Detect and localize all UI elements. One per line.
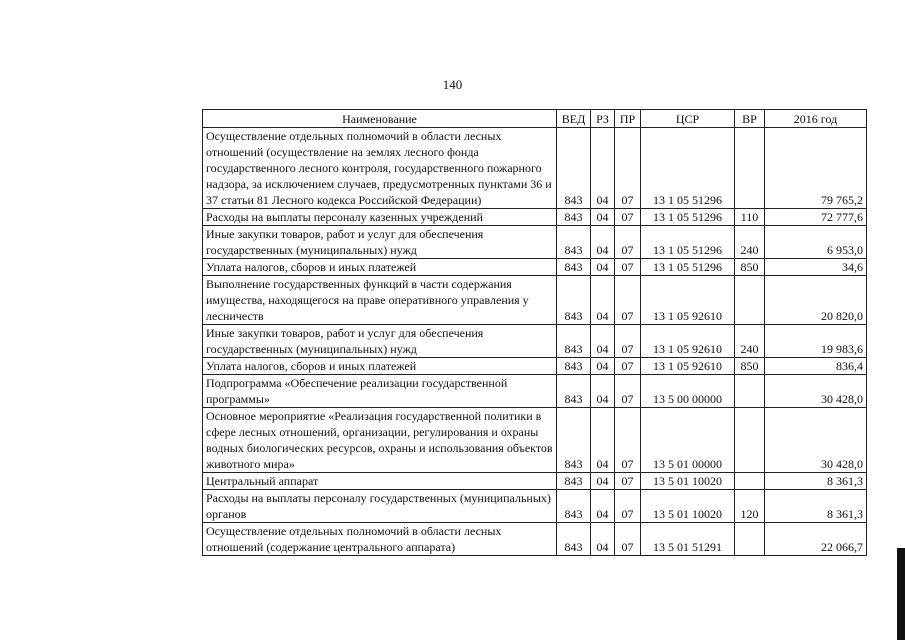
table-row [203,259,867,276]
cell-ved: 843 [557,325,591,358]
cell-vr: 110 [735,209,765,226]
cell-pr: 07 [615,325,641,358]
cell-rz: 04 [591,325,615,358]
table-row [203,523,867,556]
cell-csr: 13 5 01 10020 [641,490,735,523]
cell-rz: 04 [591,276,615,325]
cell-csr: 13 1 05 51296 [641,128,735,209]
cell-pr: 07 [615,358,641,375]
table-row [203,226,867,259]
cell-amount: 72 777,6 [765,209,867,226]
table-header-row [203,110,867,128]
cell-vr [735,408,765,473]
cell-rz: 04 [591,259,615,276]
cell-amount: 19 983,6 [765,325,867,358]
cell-csr: 13 5 00 00000 [641,375,735,408]
table-row [203,408,867,473]
cell-amount: 20 820,0 [765,276,867,325]
cell-ved: 843 [557,209,591,226]
cell-rz: 04 [591,473,615,490]
cell-ved: 843 [557,226,591,259]
cell-ved: 843 [557,128,591,209]
cell-csr: 13 1 05 92610 [641,358,735,375]
cell-name: Центральный аппарат [203,473,557,490]
cell-ved: 843 [557,490,591,523]
cell-csr: 13 1 05 51296 [641,226,735,259]
cell-pr: 07 [615,128,641,209]
cell-rz: 04 [591,209,615,226]
cell-csr: 13 1 05 51296 [641,259,735,276]
cell-ved: 843 [557,276,591,325]
cell-amount: 22 066,7 [765,523,867,556]
cell-vr [735,276,765,325]
cell-ved: 843 [557,375,591,408]
table-row [203,325,867,358]
header-pr: ПР [615,110,641,128]
header-ved: ВЕД [557,110,591,128]
cell-pr: 07 [615,226,641,259]
table-row [203,276,867,325]
cell-pr: 07 [615,408,641,473]
cell-rz: 04 [591,375,615,408]
cell-amount: 6 953,0 [765,226,867,259]
cell-name: Выполнение государственных функций в части содержания имущества, находящегося на праве оперативного управления у лесничеств [203,276,557,325]
cell-vr [735,473,765,490]
budget-table [202,109,867,556]
table-row [203,209,867,226]
table-row [203,490,867,523]
cell-pr: 07 [615,259,641,276]
cell-ved: 843 [557,408,591,473]
cell-rz: 04 [591,408,615,473]
header-vr: ВР [735,110,765,128]
cell-name: Иные закупки товаров, работ и услуг для обеспечения государственных (муниципальных) нужд [203,226,557,259]
cell-name: Основное мероприятие «Реализация государственной политики в сфере лесных отношений, организации, регулирования и охраны водных биологических ресурсов, охраны и использования объектов животного мира» [203,408,557,473]
cell-rz: 04 [591,490,615,523]
cell-name: Осуществление отдельных полномочий в области лесных отношений (содержание центрального аппарата) [203,523,557,556]
table-row [203,473,867,490]
cell-amount: 8 361,3 [765,490,867,523]
cell-name: Расходы на выплаты персоналу государственных (муниципальных) органов [203,490,557,523]
page-number: 140 [442,77,463,92]
cell-vr: 120 [735,490,765,523]
table-body [203,128,867,556]
cell-csr: 13 5 01 00000 [641,408,735,473]
cell-name: Уплата налогов, сборов и иных платежей [203,259,557,276]
cell-vr [735,128,765,209]
cell-rz: 04 [591,523,615,556]
cell-rz: 04 [591,358,615,375]
cell-ved: 843 [557,523,591,556]
cell-ved: 843 [557,358,591,375]
cell-name: Подпрограмма «Обеспечение реализации государственной программы» [203,375,557,408]
cell-vr: 850 [735,358,765,375]
cell-pr: 07 [615,209,641,226]
cell-rz: 04 [591,226,615,259]
cell-csr: 13 1 05 92610 [641,325,735,358]
table-row [203,128,867,209]
cell-amount: 34,6 [765,259,867,276]
cell-pr: 07 [615,490,641,523]
header-rz: РЗ [591,110,615,128]
header-year: 2016 год [765,110,867,128]
cell-csr: 13 5 01 51291 [641,523,735,556]
cell-csr: 13 5 01 10020 [641,473,735,490]
cell-amount: 30 428,0 [765,408,867,473]
header-csr: ЦСР [641,110,735,128]
cell-vr [735,375,765,408]
cell-csr: 13 1 05 92610 [641,276,735,325]
cell-vr: 240 [735,325,765,358]
table-row [203,375,867,408]
cell-amount: 8 361,3 [765,473,867,490]
cell-vr [735,523,765,556]
cell-amount: 30 428,0 [765,375,867,408]
cell-pr: 07 [615,473,641,490]
cell-vr: 850 [735,259,765,276]
cell-name: Осуществление отдельных полномочий в области лесных отношений (осуществление на землях лесного фонда государственного лесного контроля, государственного пожарного надзора, за исключением случаев, предусмотренных пунктами 36 и 37 статьи 81 Лесного кодекса Российской Федерации) [203,128,557,209]
cell-ved: 843 [557,473,591,490]
cell-pr: 07 [615,375,641,408]
table-row [203,358,867,375]
cell-amount: 79 765,2 [765,128,867,209]
cell-csr: 13 1 05 51296 [641,209,735,226]
cell-name: Расходы на выплаты персоналу казенных учреждений [203,209,557,226]
cell-rz: 04 [591,128,615,209]
cell-pr: 07 [615,276,641,325]
scan-edge [897,548,905,640]
cell-name: Иные закупки товаров, работ и услуг для обеспечения государственных (муниципальных) нужд [203,325,557,358]
cell-pr: 07 [615,523,641,556]
cell-vr: 240 [735,226,765,259]
cell-ved: 843 [557,259,591,276]
header-name: Наименование [203,110,557,128]
cell-name: Уплата налогов, сборов и иных платежей [203,358,557,375]
cell-amount: 836,4 [765,358,867,375]
